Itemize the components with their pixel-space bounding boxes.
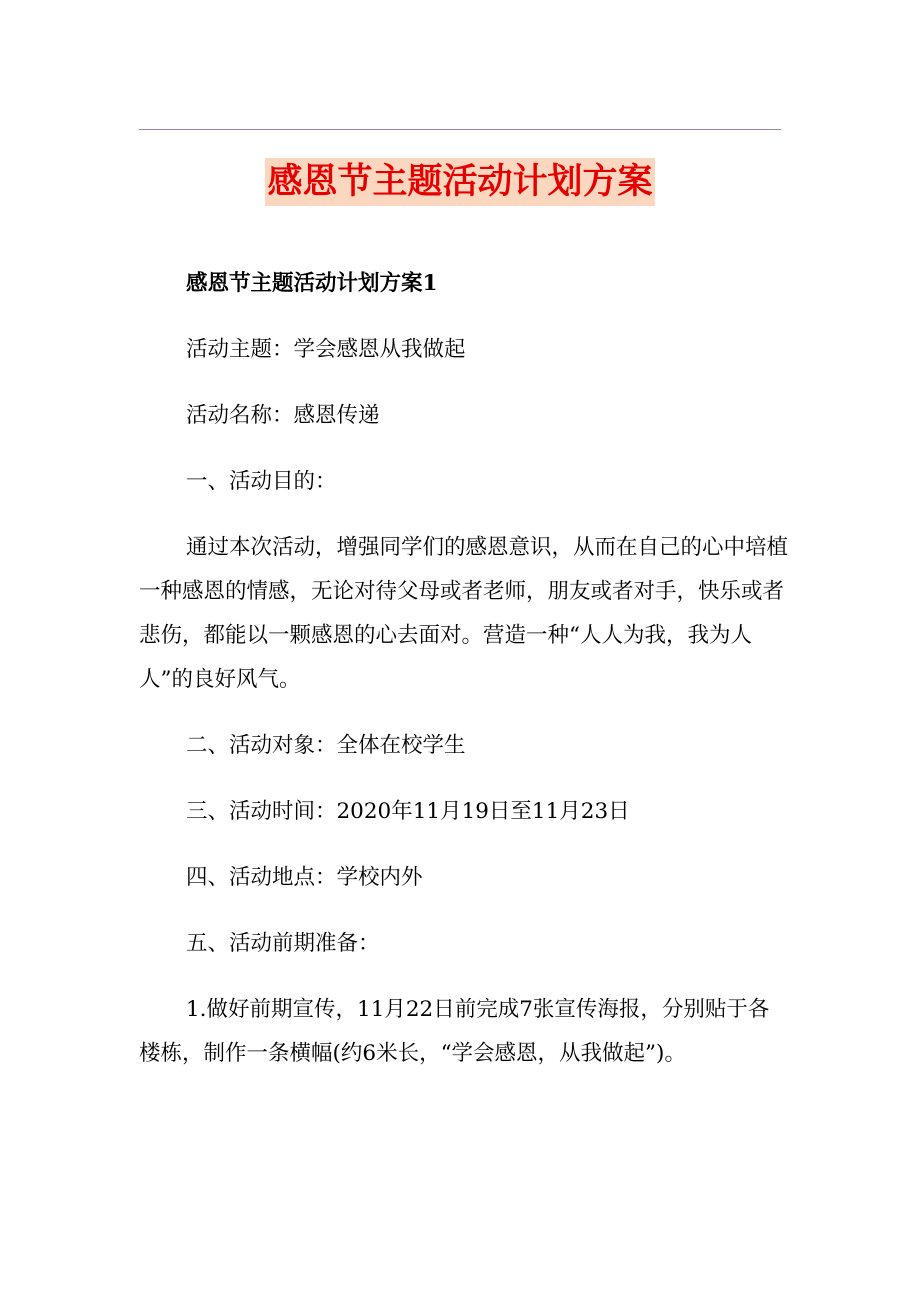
- title-container: [0, 158, 920, 206]
- activity-time: 三、活动时间：2020年11月19日至11月23日: [186, 799, 630, 824]
- preparation-heading: 五、活动前期准备：: [186, 931, 380, 956]
- activity-theme: 活动主题：学会感恩从我做起: [186, 337, 466, 362]
- preparation-item-1: 1.做好前期宣传，11月22日前完成7张宣传海报，分别贴于各楼栋，制作一条横幅(约6米长，“学会感恩，从我做起”)。: [139, 997, 770, 1066]
- section-heading: 感恩节主题活动计划方案1: [186, 271, 438, 296]
- purpose-text: 通过本次活动，增强同学们的感恩意识，从而在自己的心中培植一种感恩的情感，无论对待父母或者老师，朋友或者对手，快乐或者悲伤，都能以一颗感恩的心去面对。营造一种“人人为我，我为人人”的良好风气。: [139, 535, 789, 692]
- purpose-heading: 一、活动目的：: [186, 469, 337, 494]
- header-rule: [139, 129, 781, 130]
- activity-location: 四、活动地点：学校内外: [186, 865, 423, 890]
- activity-target: 二、活动对象：全体在校学生: [186, 733, 466, 758]
- document-title: 感恩节主题活动计划方案: [265, 158, 654, 206]
- document-body: [139, 262, 789, 1098]
- activity-name: 活动名称：感恩传递: [186, 403, 380, 428]
